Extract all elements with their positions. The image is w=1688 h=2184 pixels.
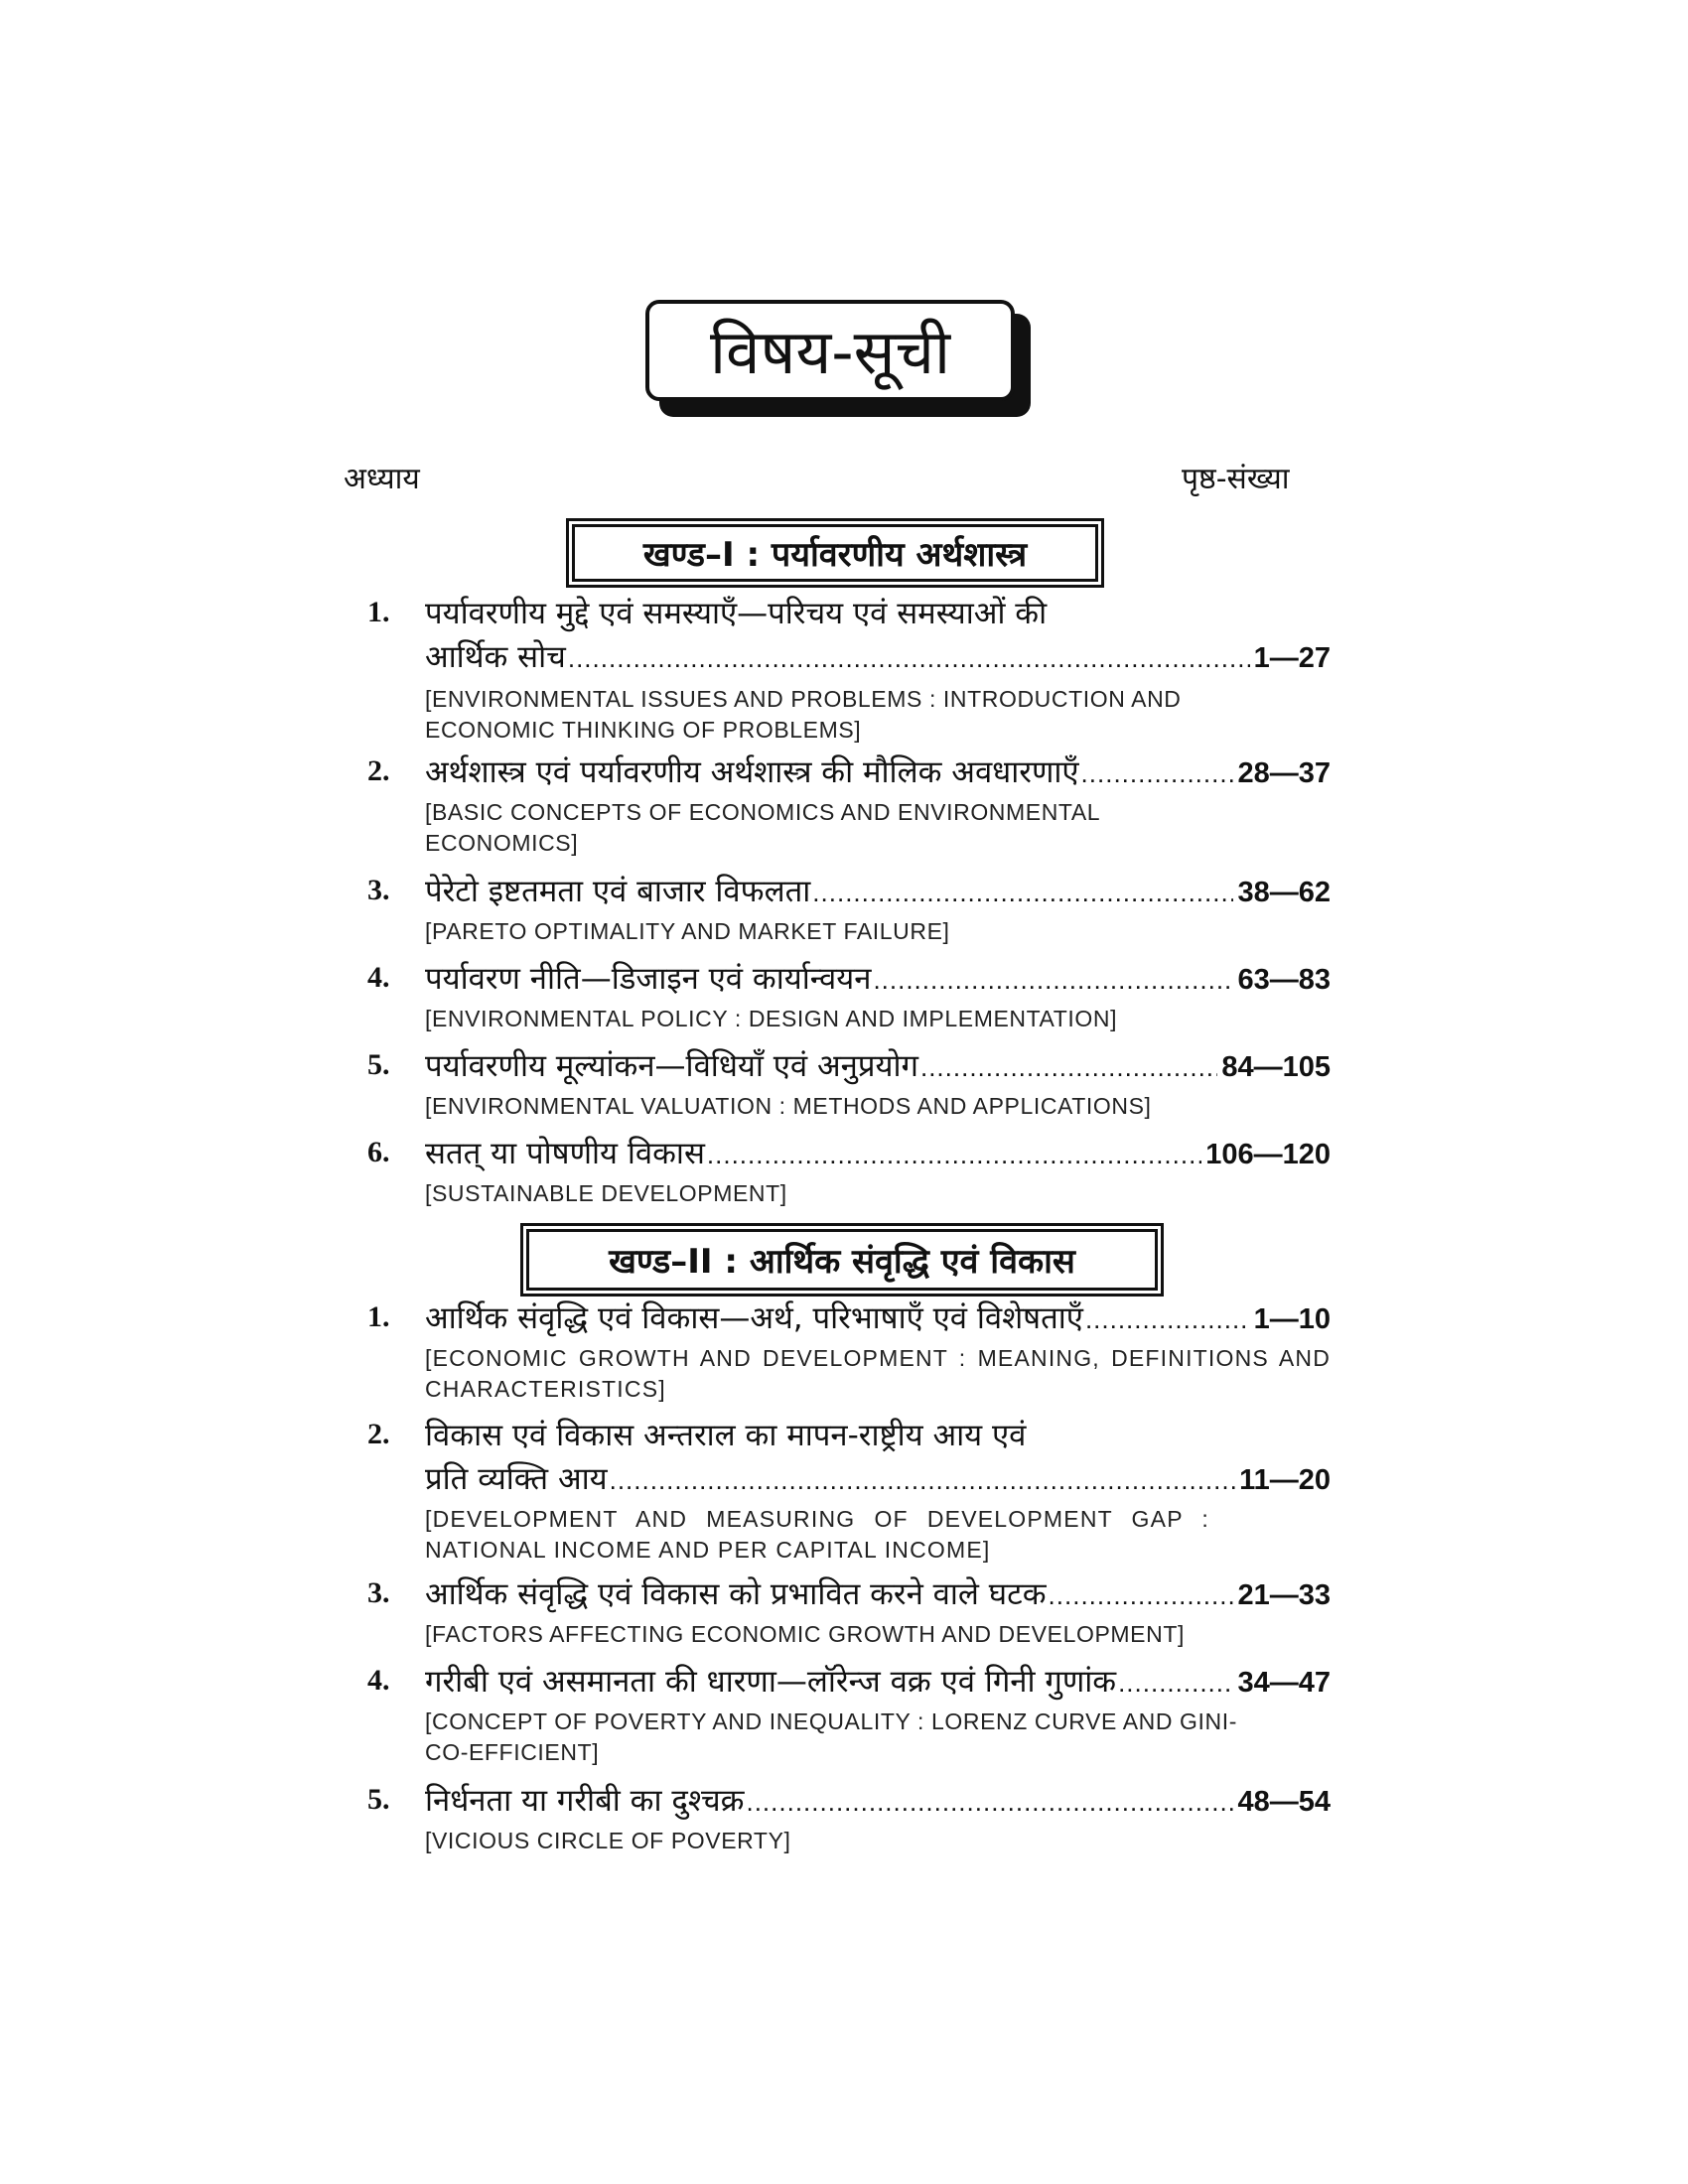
dot-leader [1081,751,1234,795]
dot-leader [1085,1297,1250,1341]
chapter-number: 1. [367,1300,390,1333]
page-range: 21—33 [1237,1579,1331,1611]
chapter-number: 5. [367,1783,390,1816]
page-range: 38—62 [1237,877,1331,908]
chapter-english-title: [PARETO OPTIMALITY AND MARKET FAILURE] [425,918,950,944]
chapter-title-line: सतत् या पोषणीय विकास [425,1136,705,1171]
chapter-title-leader [425,1660,1331,1705]
chapter-number: 6. [367,1136,390,1168]
dot-leader [568,636,1250,680]
chapter-title-line: अर्थशास्त्र एवं पर्यावरणीय अर्थशास्त्र की मौलिक अवधारणाएँ [425,754,1079,790]
dot-leader [610,1458,1235,1502]
dot-leader [707,1133,1201,1176]
page-range: 1—10 [1253,1303,1331,1335]
dot-leader [920,1045,1217,1089]
chapter-title-leader [425,1297,1331,1341]
page-range: 1—27 [1253,642,1331,674]
chapter-title-line: गरीबी एवं असमानता की धारणा—लॉरेन्ज वक्र एवं गिनी गुणांक [425,1664,1117,1700]
chapter-title-leader [425,870,1331,914]
section-heading-2: खण्ड–II : आर्थिक संवृद्धि एवं विकास [526,1229,1158,1291]
chapter-title-line: आर्थिक संवृद्धि एवं विकास—अर्थ, परिभाषाएँ एवं विशेषताएँ [425,1300,1083,1336]
chapter-number: 2. [367,1418,390,1450]
chapter-number: 1. [367,596,390,628]
page-range: 28—37 [1237,757,1331,789]
chapter-column-heading: अध्याय [344,462,420,496]
chapter-english-title: [ENVIRONMENTAL ISSUES AND PROBLEMS : INTRODUCTION AND ECONOMIC THINKING OF PROBLEMS] [425,686,1182,743]
chapter-number: 2. [367,754,390,787]
page-title: विषय-सूची [645,300,1015,401]
dot-leader [1118,1661,1233,1705]
chapter-number: 4. [367,1664,390,1697]
chapter-english-title: [FACTORS AFFECTING ECONOMIC GROWTH AND DEVELOPMENT] [425,1621,1185,1647]
chapter-english-title: [CONCEPT OF POVERTY AND INEQUALITY : LORENZ CURVE AND GINI-CO-EFFICIENT] [425,1708,1237,1765]
dot-leader [1049,1573,1234,1617]
chapter-title-line: आर्थिक संवृद्धि एवं विकास को प्रभावित करने वाले घटक [425,1576,1047,1612]
section-heading-1: खण्ड–I : पर्यावरणीय अर्थशास्त्र [572,524,1098,582]
title-frame [645,300,1031,417]
chapter-title-leader [425,635,1331,680]
chapter-english-title: [ENVIRONMENTAL POLICY : DESIGN AND IMPLEMENTATION] [425,1006,1118,1031]
chapter-title-leader [425,1132,1331,1176]
chapter-number: 3. [367,874,390,906]
chapter-title-leader [425,1457,1331,1502]
chapter-title-line: पर्यावरणीय मूल्यांकन—विधियाँ एवं अनुप्रयोग [425,1048,918,1084]
chapter-number: 4. [367,961,390,994]
dot-leader [746,1780,1233,1824]
dot-leader [812,871,1233,914]
chapter-title-line: पर्यावरण नीति—डिजाइन एवं कार्यान्वयन [425,961,872,997]
chapter-title-line: पर्यावरणीय मुद्दे एवं समस्याएँ—परिचय एवं समस्याओं की [425,596,1048,631]
page-range: 48—54 [1237,1786,1331,1818]
chapter-english-title: [DEVELOPMENT AND MEASURING OF DEVELOPMENT GAP : NATIONAL INCOME AND PER CAPITAL INCOME] [425,1506,1209,1563]
chapter-title-line: आर्थिक सोच [425,639,566,675]
dot-leader [873,958,1233,1002]
chapter-title-leader [425,957,1331,1002]
page-number-column-heading: पृष्ठ-संख्या [1182,462,1290,496]
page-range: 11—20 [1239,1464,1331,1496]
chapter-english-title: [SUSTAINABLE DEVELOPMENT] [425,1180,787,1206]
chapter-title-leader [425,751,1331,795]
page-range: 106—120 [1205,1139,1331,1170]
chapter-title-line: प्रति व्यक्ति आय [425,1461,608,1497]
page-range: 34—47 [1237,1667,1331,1699]
page-range: 63—83 [1237,964,1331,996]
chapter-title-line: विकास एवं विकास अन्तराल का मापन-राष्ट्रीय आय एवं [425,1418,1027,1453]
chapter-english-title: [VICIOUS CIRCLE OF POVERTY] [425,1828,791,1853]
chapter-title-leader [425,1044,1331,1089]
chapter-title-leader [425,1572,1331,1617]
chapter-number: 5. [367,1048,390,1081]
chapter-title-leader [425,1779,1331,1824]
chapter-english-title: [ECONOMIC GROWTH AND DEVELOPMENT : MEANING, DEFINITIONS AND CHARACTERISTICS] [425,1345,1331,1402]
chapter-english-title: [BASIC CONCEPTS OF ECONOMICS AND ENVIRONMENTAL ECONOMICS] [425,799,1100,856]
chapter-title-line: पेरेटो इष्टतमता एवं बाजार विफलता [425,874,811,909]
chapter-title-line: निर्धनता या गरीबी का दुश्चक्र [425,1783,745,1819]
chapter-number: 3. [367,1576,390,1609]
chapter-english-title: [ENVIRONMENTAL VALUATION : METHODS AND APPLICATIONS] [425,1093,1152,1119]
page-range: 84—105 [1221,1051,1331,1083]
